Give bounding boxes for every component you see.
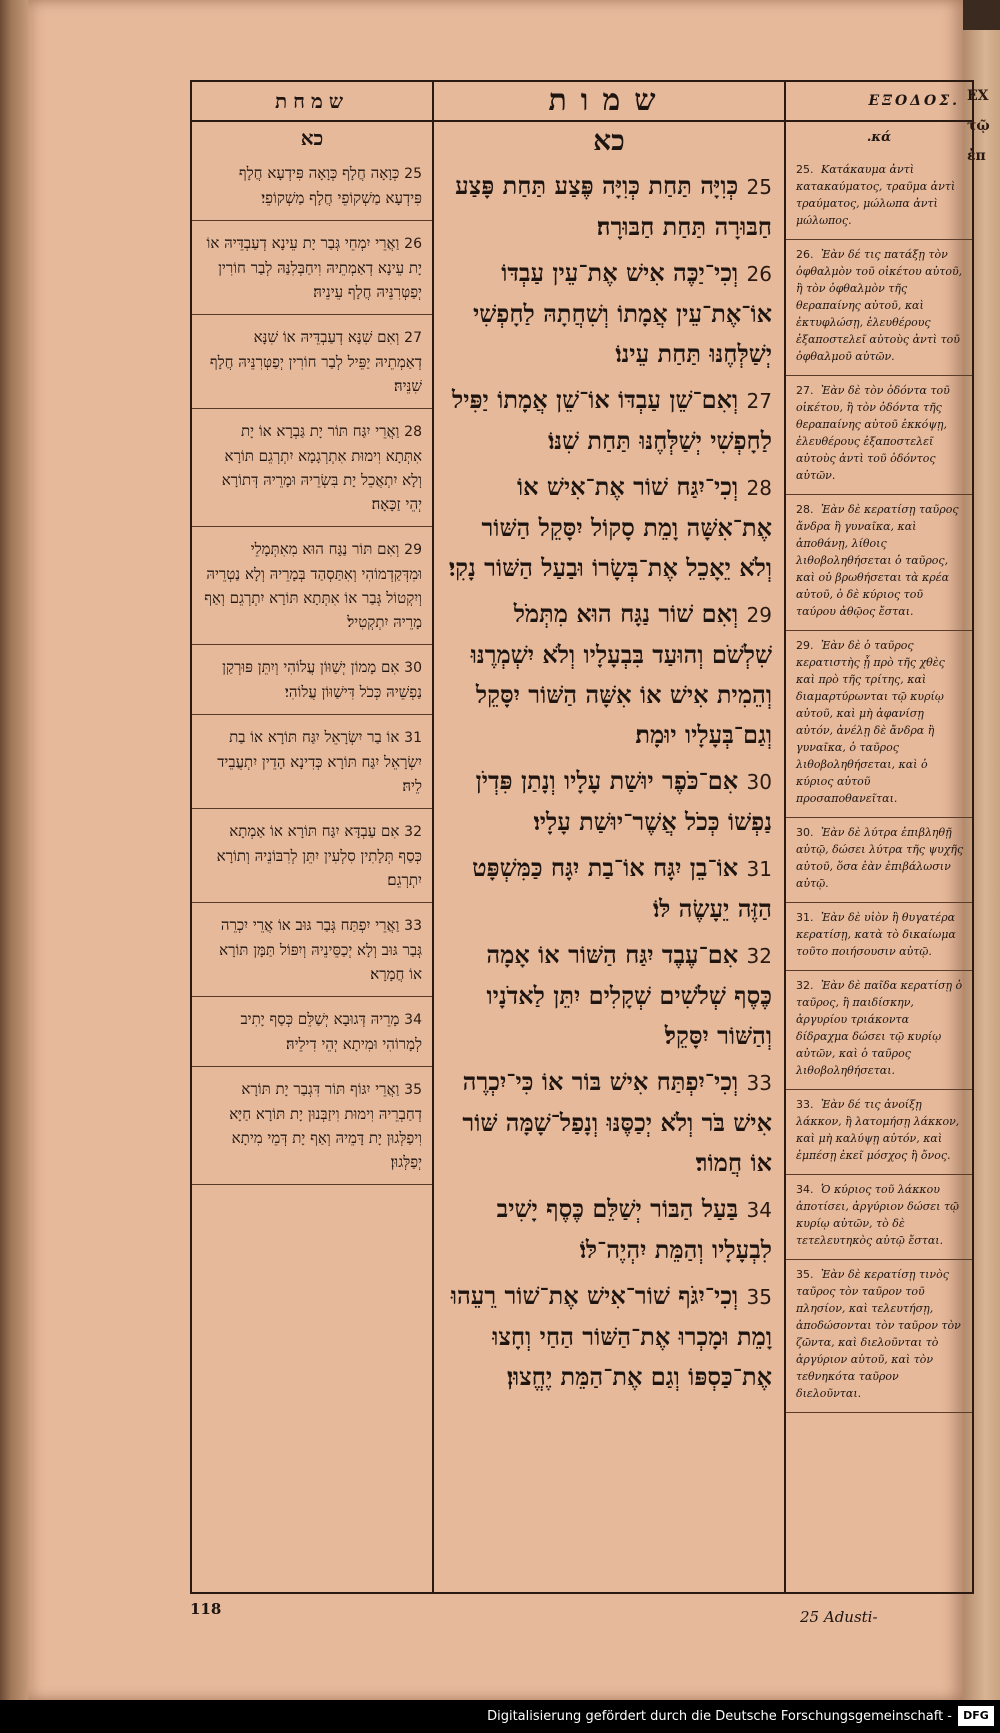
greek-verse-text: Ἐὰν δέ τις πατάξῃ τὸν ὀφθαλμὸν τοῦ οἰκέτου αὐτοῦ, ἢ τὸν ὀφθαλμὸν τῆς θεραπαίνης αὐτοῦ, καὶ ἐκτυφλώσῃ, ἐλευθέρους ἐξαποστελεῖ αὐτοὺς ἀντὶ τοῦ ὀφθαλμοῦ αὐτῶν. (796, 248, 963, 363)
hebrew-column (434, 82, 786, 1592)
greek-verse (786, 903, 972, 971)
greek-verse-text: Ἐὰν δὲ ὁ ταῦρος κερατιστὴς ᾖ πρὸ τῆς χθὲς καὶ πρὸ τῆς τρίτης, καὶ διαμαρτύρωνται τῷ κυρίῳ αὐτοῦ, καὶ μὴ ἀφανίσῃ αὐτόν, ἀνέλῃ δὲ ἄνδρα ἢ γυναῖκα, ὁ ταῦρος λιθοβοληθήσεται, καὶ ὁ κύριος αὐτοῦ προσαποθανεῖται. (796, 639, 945, 805)
greek-verse-number: 33. (796, 1098, 814, 1111)
digitization-footer (0, 1700, 1000, 1733)
book-spine-edge (0, 0, 28, 1733)
aramaic-verse (192, 721, 432, 809)
aramaic-verse-number: 30 (404, 660, 422, 676)
hebrew-verse (434, 465, 784, 592)
hebrew-verse-text: וְכִי־יִגַּח שׁוֹר אֶת־אִישׁ אוֹ אֶת־אִשָּׁה וָמֵת סָקוֹל יִסָּקֵל הַשּׁוֹר וְלֹא יֵאָכֵל אֶת־בְּשָׂרוֹ וּבַעַל הַשּׁוֹר נָקִי׃ (448, 472, 772, 582)
greek-verse-text: Ἐὰν δὲ παῖδα κερατίσῃ ὁ ταῦρος, ἢ παιδίσκην, ἀργυρίου τριάκοντα δίδραχμα δώσει τῷ κυρίῳ αὐτῶν, καὶ ὁ ταῦρος λιθοβοληθήσεται. (796, 979, 963, 1077)
aramaic-verse-number: 25 (404, 166, 422, 182)
greek-verse-text: Ἐὰν δὲ κερατίσῃ τινὸς ταῦρος τὸν ταῦρον τοῦ πλησίον, καὶ τελευτήσῃ, ἀποδώσονται τὸν ταῦρον τὸν ζῶντα, καὶ διελοῦνται τὸ ἀργύριον αὐτοῦ, καὶ τὸν τεθνηκότα ταῦρον διελοῦνται. (796, 1268, 961, 1400)
greek-verse (786, 818, 972, 903)
aramaic-column (192, 82, 434, 1592)
dfg-logo-icon: DFG (958, 1706, 994, 1726)
aramaic-verse-text: וַאֲרֵי יִפְתַּח גְּבַר גּוּב אוֹ אֲרֵי יִכְרֵה גְּבַר גּוּב וְלָא יְכַסֵּינֵיהּ וְיִפּוֹל תַּמָּן תּוֹרָא אוֹ חֲמָרָא׃ (219, 916, 422, 983)
aramaic-verse-text: וְאִם שִׁנָּא דְעַבְדֵּיהּ אוֹ שִׁנָּא דְאַמְתֵיהּ יַפֵּיל לְבַר חוֹרִין יְפַטְּרִנֵּיהּ חֲלָף שִׁנֵּיהּ׃ (209, 328, 422, 395)
hebrew-verse-text: וְכִי־יַכֶּה אִישׁ אֶת־עֵין עַבְדּוֹ אוֹ־אֶת־עֵין אֲמָתוֹ וְשִׁחֲתָהּ לַחָפְשִׁי יְשַׁלְּחֶנּוּ תַּחַת עֵינוֹ׃ (473, 258, 772, 368)
greek-verse (786, 1090, 972, 1175)
greek-verse-text: Κατάκαυμα ἀντὶ κατακαύματος, τραῦμα ἀντὶ τραύματος, μώλωπα ἀντὶ μώλωπος. (796, 163, 956, 227)
greek-verse-number: 30. (796, 826, 814, 839)
hebrew-verse (434, 933, 784, 1060)
greek-verse-number: 29. (796, 639, 814, 652)
next-page-mark: τῷ (967, 118, 990, 134)
aramaic-verse-number: 34 (404, 1012, 422, 1028)
hebrew-verse-text: אִם־עֶבֶד יִגַּח הַשּׁוֹר אוֹ אָמָה כֶּסֶף שְׁלֹשִׁים שְׁקָלִים יִתֵּן לַאדֹנָיו וְהַשּׁוֹר יִסָּקֵל׃ (486, 940, 772, 1050)
aramaic-verse-text: וַאֲרֵי יִמְחֵי גְּבַר יָת עֵינָא דְעַבְדֵּיהּ אוֹ יָת עֵינָא דְאַמְתֵיהּ וִיחַבְּלִנַּהּ לְבַר חוֹרִין יְפַטְּרִנֵּיהּ חֲלָף עֵינֵיהּ׃ (206, 234, 422, 301)
hebrew-verse-text: וְכִי־יִגֹּף שׁוֹר־אִישׁ אֶת־שׁוֹר רֵעֵהוּ וָמֵת וּמָכְרוּ אֶת־הַשּׁוֹר הַחַי וְחָצוּ אֶת־כַּסְפּוֹ וְגַם אֶת־הַמֵּת יֶחֱצוּן׃ (450, 1281, 772, 1391)
page-number: 118 (190, 1600, 222, 1618)
hebrew-verse (434, 846, 784, 933)
aramaic-verse (192, 1073, 432, 1185)
aramaic-verse-number: 26 (404, 236, 422, 252)
greek-verse (786, 495, 972, 631)
aramaic-chapter-number: כא (300, 126, 324, 150)
greek-verse (786, 971, 972, 1090)
aramaic-verse (192, 1003, 432, 1067)
hebrew-verse-number: 35 (746, 1285, 772, 1309)
greek-verse-number: 26. (796, 248, 814, 261)
hebrew-chapter-number: כא (593, 124, 625, 157)
hebrew-verse (434, 1274, 784, 1401)
next-page-mark: EX (967, 88, 989, 104)
aramaic-verse (192, 227, 432, 315)
aramaic-verse-text: אוֹ בַר יִשְׂרָאֵל יִגַּח תּוֹרָא אוֹ בַת יִשְׂרָאֵל יִגַּח תּוֹרָא כְּדִינָא הָדֵין יִתְעֲבֵיד לֵיהּ׃ (217, 728, 422, 795)
aramaic-verse-number: 32 (404, 824, 422, 840)
next-page-mark: ἐπ (967, 148, 986, 164)
hebrew-verse-number: 34 (746, 1198, 772, 1222)
aramaic-verse-number: 29 (404, 542, 422, 558)
aramaic-verse-text: וַאֲרֵי יִגַּח תּוֹר יָת גַּבְרָא אוֹ יָת אִתְּתָא וִימוּת אִתְרְגָמָא יִתְרְגֵם תּוֹרָא וְלָא יִתְאֲכֵל יָת בִּשְׂרֵיהּ וּמָרֵיהּ דְּתוֹרָא יְהֵי זַכָּאָה׃ (221, 422, 422, 513)
hebrew-running-head: שמות (434, 82, 784, 122)
hebrew-verse-number: 28 (746, 476, 772, 500)
greek-verse-number: 25. (796, 163, 814, 176)
catchword: 25 Adusti- (800, 1608, 878, 1626)
greek-verse-text: Ἐὰν δέ τις ἀνοίξῃ λάκκον, ἢ λατομήσῃ λάκκον, καὶ μὴ καλύψῃ αὐτόν, καὶ ἐμπέσῃ ἐκεῖ μόσχος ἢ ὄνος. (796, 1098, 960, 1162)
greek-verse-text: Ἐὰν δὲ κερατίσῃ ταῦρος ἄνδρα ἢ γυναῖκα, καὶ ἀποθάνῃ, λίθοις λιθοβοληθήσεται ὁ ταῦρος, καὶ οὐ βρωθήσεται τὰ κρέα αὐτοῦ, ὁ δὲ κύριος τοῦ ταύρου ἀθῷος ἔσται. (796, 503, 959, 618)
greek-verse (786, 240, 972, 376)
aramaic-verse-list (192, 157, 432, 1185)
hebrew-verse (434, 1187, 784, 1274)
hebrew-verse-text: אִם־כֹּפֶר יוּשַׁת עָלָיו וְנָתַן פִּדְיֹן נַפְשׁוֹ כְּכֹל אֲשֶׁר־יוּשַׁת עָלָיו׃ (475, 766, 772, 836)
hebrew-verse (434, 592, 784, 759)
greek-verse (786, 376, 972, 495)
text-frame (190, 80, 974, 1594)
greek-verse-number: 35. (796, 1268, 814, 1281)
hebrew-verse-number: 30 (746, 770, 772, 794)
greek-verse-text: Ἐὰν δὲ υἱὸν ἢ θυγατέρα κερατίσῃ, κατὰ τὸ δικαίωμα τοῦτο ποιήσουσιν αὐτῷ. (796, 911, 956, 958)
greek-verse (786, 1260, 972, 1413)
aramaic-verse (192, 651, 432, 715)
hebrew-verse-text: אוֹ־בֵן יִגָּח אוֹ־בַת יִגָּח כַּמִּשְׁפָּט הַזֶּה יֵעָשֶׂה לּוֹ׃ (472, 853, 772, 923)
greek-verse-list (786, 155, 972, 1413)
greek-verse-number: 31. (796, 911, 814, 924)
aramaic-verse-text: כְּוָאָה חֲלָף כְּוָאָה פִּידְעָא חֲלָף פִּידְעָא מַשְׁקוֹפֵי חֲלָף מַשְׁקוֹפֵי׃ (238, 164, 422, 207)
aramaic-verse (192, 815, 432, 903)
hebrew-verse-number: 33 (746, 1071, 772, 1095)
greek-running-head: ΕΞΟΔΟΣ. (786, 82, 972, 122)
aramaic-verse-text: אִם עַבְדָּא יִגַּח תּוֹרָא אוֹ אַמְתָא כְּסַף תְּלָתִין סִלְעִין יִתֵּן לְרִבּוֹנֵיהּ וְתוֹרָא יִתְרְגֵם׃ (216, 822, 422, 889)
hebrew-verse-number: 26 (746, 262, 772, 286)
hebrew-verse (434, 378, 784, 465)
greek-verse-text: Ἐὰν δὲ λύτρα ἐπιβληθῇ αὐτῷ, δώσει λύτρα τῆς ψυχῆς αὐτοῦ, ὅσα ἐὰν ἐπιβάλωσιν αὐτῷ. (796, 826, 964, 890)
greek-verse (786, 155, 972, 240)
hebrew-verse-number: 29 (746, 603, 772, 627)
aramaic-running-head: שמחת (192, 82, 432, 122)
hebrew-verse (434, 1060, 784, 1187)
hebrew-verse-text: בַּעַל הַבּוֹר יְשַׁלֵּם כֶּסֶף יָשִׁיב לִבְעָלָיו וְהַמֵּת יִהְיֶה־לּוֹ׃ (496, 1194, 772, 1264)
greek-chapter-number: κά. (866, 130, 892, 145)
greek-verse-number: 27. (796, 384, 814, 397)
hebrew-verse-text: וְאִם שׁוֹר נַגָּח הוּא מִתְּמֹל שִׁלְשֹׁם וְהוּעַד בִּבְעָלָיו וְלֹא יִשְׁמְרֶנּוּ וְהֵמִית אִישׁ אוֹ אִשָּׁה הַשּׁוֹר יִסָּקֵל וְגַם־בְּעָלָיו יוּמָת׃ (470, 599, 772, 749)
greek-verse-text: Ἐὰν δὲ τὸν ὀδόντα τοῦ οἰκέτου, ἢ τὸν ὀδόντα τῆς θεραπαίνης αὐτοῦ ἐκκόψῃ, ἐλευθέρους ἐξαποστελεῖ αὐτοὺς ἀντὶ τοῦ ὀδόντος αὐτῶν. (796, 384, 950, 482)
aramaic-verse (192, 533, 432, 645)
hebrew-verse-text: וְכִי־יִפְתַּח אִישׁ בּוֹר אוֹ כִּי־יִכְרֶה אִישׁ בֹּר וְלֹא יְכַסֶּנּוּ וְנָפַל־שָׁמָּה שּׁוֹר אוֹ חֲמוֹר׃ (462, 1067, 772, 1177)
greek-verse-text: Ὁ κύριος τοῦ λάκκου ἀποτίσει, ἀργύριον δώσει τῷ κυρίῳ αὐτῶν, τὸ δὲ τετελευτηκὸς αὐτῷ ἔσται. (796, 1183, 960, 1247)
aramaic-verse (192, 321, 432, 409)
aramaic-verse-text: וְאִם תּוֹר נַגָּח הוּא מִאִתְּמָלֵי וּמִדְּקַדְמוֹהִי וְאִתַּסְהַד בְּמָרֵיהּ וְלָא נַטְרֵיהּ וְיִקְטוֹל גְּבַר אוֹ אִתְּתָא תּוֹרָא יִתְרְגֵם וְאַף מָרֵיהּ יִתְקְטִיל׃ (204, 540, 422, 631)
aramaic-verse-text: אִם מָמוֹן יְשַׁוּוֹן עֲלוֹהִי וְיִתֵּן פּוּרְקַן נַפְשֵׁיהּ כְּכֹל דִּישַׁוּוֹן עֲלוֹהִי׃ (222, 658, 422, 701)
hebrew-verse-text: כְּוִיָּה תַּחַת כְּוִיָּה פֶּצַע תַּחַת פָּצַע חַבּוּרָה תַּחַת חַבּוּרָה׃ (455, 171, 772, 241)
aramaic-verse-text: מָרֵיהּ דְּגוּבָא יְשַׁלֵּם כְּסַף יָתִיב לְמָרוֹהִי וּמִיתָא יְהֵי דִילֵיהּ׃ (240, 1010, 422, 1053)
hebrew-verse-number: 31 (746, 857, 772, 881)
hebrew-verse-list (434, 164, 784, 1401)
hebrew-verse (434, 164, 784, 251)
greek-verse-number: 28. (796, 503, 814, 516)
aramaic-verse-text: וַאֲרֵי יִגּוֹף תּוֹר דִּגְבַר יָת תּוֹרָא דְחַבְרֵיהּ וִימוּת וִיזַבְּנוּן יָת תּוֹרָא חַיָּא וִיפַלְּגוּן יָת דָּמֵיהּ וְאַף יָת דְּמֵי מִיתָא יְפַלְּגוּן׃ (229, 1080, 422, 1171)
greek-column (786, 82, 972, 1592)
hebrew-verse (434, 759, 784, 846)
hebrew-verse-number: 27 (746, 389, 772, 413)
hebrew-verse (434, 251, 784, 378)
aramaic-verse (192, 909, 432, 997)
aramaic-verse-number: 28 (404, 424, 422, 440)
aramaic-verse-number: 31 (404, 730, 422, 746)
aramaic-verse-number: 27 (404, 330, 422, 346)
aramaic-verse (192, 157, 432, 221)
greek-verse (786, 631, 972, 818)
greek-verse (786, 1175, 972, 1260)
aramaic-verse (192, 415, 432, 527)
hebrew-verse-number: 25 (746, 175, 772, 199)
digitization-credit: Digitalisierung gefördert durch die Deutsche Forschungsgemeinschaft - (487, 1709, 952, 1724)
hebrew-verse-number: 32 (746, 944, 772, 968)
aramaic-verse-number: 33 (404, 918, 422, 934)
greek-verse-number: 32. (796, 979, 814, 992)
hebrew-verse-text: וְאִם־שֵׁן עַבְדּוֹ אוֹ־שֵׁן אֲמָתוֹ יַפִּיל לַחָפְשִׁי יְשַׁלְּחֶנּוּ תַּחַת שִׁנּוֹ׃ (451, 385, 772, 455)
aramaic-verse-number: 35 (404, 1082, 422, 1098)
greek-verse-number: 34. (796, 1183, 814, 1196)
